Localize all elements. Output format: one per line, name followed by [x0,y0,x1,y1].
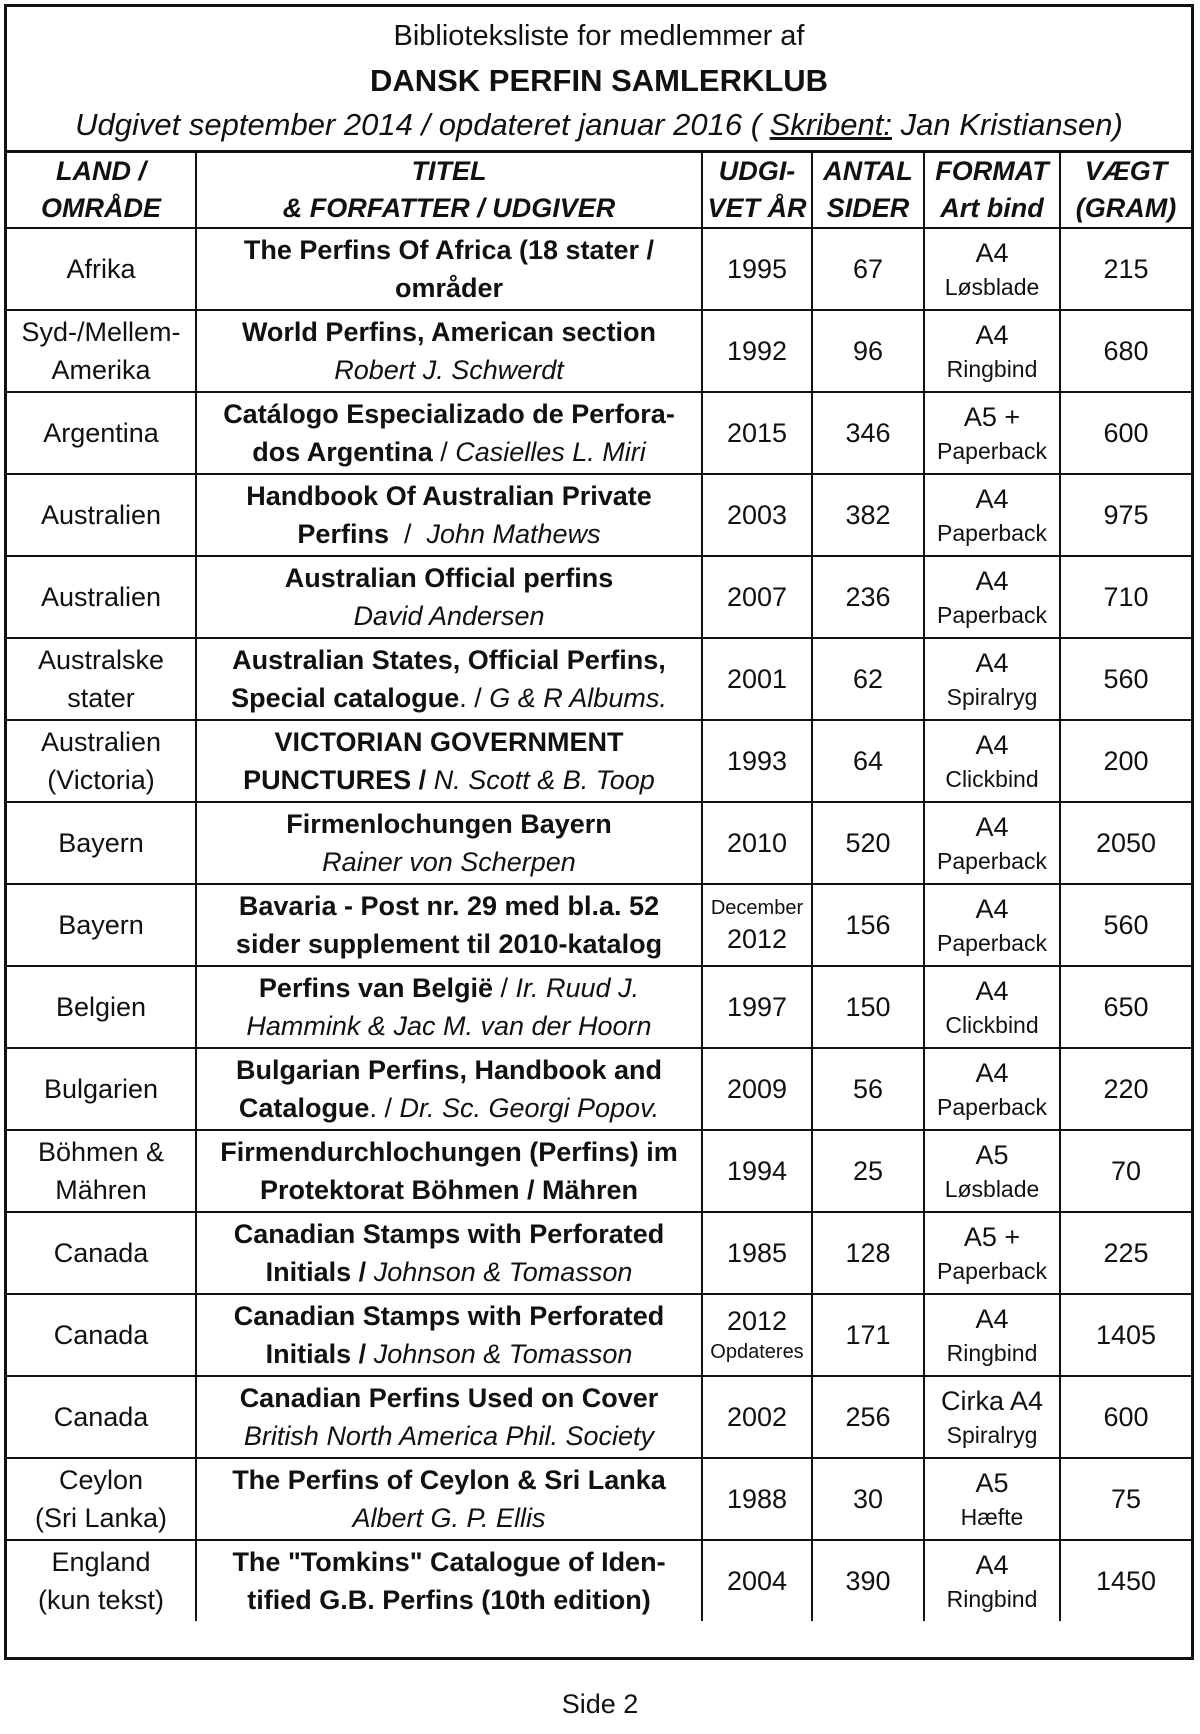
cell-land: Australien [7,474,196,556]
table-row [7,720,1191,802]
author-label: Skribent: [769,107,892,142]
cell-weight: 560 [1060,638,1191,720]
cell-year: 2002 [702,1376,812,1458]
table-row [7,228,1191,310]
cell-year: 1994 [702,1130,812,1212]
col-header-titel: TITEL & FORFATTER / UDGIVER [196,153,702,228]
document-header [7,7,1191,153]
cell-pages: 56 [812,1048,924,1130]
table-row [7,1130,1191,1212]
cell-title: World Perfins, American section Robert J. Schwerdt [196,310,702,392]
table-row [7,1048,1191,1130]
table-row [7,474,1191,556]
cell-year: 2007 [702,556,812,638]
cell-weight: 215 [1060,228,1191,310]
cell-format: Cirka A4 Spiralryg [924,1376,1060,1458]
cell-pages: 128 [812,1212,924,1294]
cell-title: The Perfins Of Africa (18 stater / områder [196,228,702,310]
cell-title: Firmenlochungen Bayern Rainer von Scherpen [196,802,702,884]
cell-land: Syd-/Mellem- Amerika [7,310,196,392]
cell-land: Australske stater [7,638,196,720]
cell-title: Handbook Of Australian Private Perfins / John Mathews [196,474,702,556]
club-name: DANSK PERFIN SAMLERKLUB [369,63,829,98]
cell-pages: 150 [812,966,924,1048]
cell-format: A4 Ringbind [924,1540,1060,1621]
cell-year: 2001 [702,638,812,720]
cell-land: Australien (Victoria) [7,720,196,802]
cell-weight: 600 [1060,392,1191,474]
cell-weight: 1450 [1060,1540,1191,1621]
page-number: Side 2 [561,1689,639,1719]
cell-format: A4 Spiralryg [924,638,1060,720]
cell-pages: 30 [812,1458,924,1540]
library-table [7,153,1191,1621]
cell-year: 1993 [702,720,812,802]
table-row [7,802,1191,884]
table-row [7,310,1191,392]
cell-weight: 220 [1060,1048,1191,1130]
cell-format: A4 Paperback [924,556,1060,638]
cell-format: A4 Paperback [924,1048,1060,1130]
cell-weight: 2050 [1060,802,1191,884]
cell-format: A4 Ringbind [924,310,1060,392]
cell-title: Bulgarian Perfins, Handbook and Catalogue. / Dr. Sc. Georgi Popov. [196,1048,702,1130]
cell-pages: 156 [812,884,924,966]
cell-format: A5 + Paperback [924,1212,1060,1294]
cell-weight: 560 [1060,884,1191,966]
cell-land: Böhmen & Mähren [7,1130,196,1212]
table-row [7,638,1191,720]
cell-title: The Perfins of Ceylon & Sri Lanka Albert G. P. Ellis [196,1458,702,1540]
cell-title: Perfins van België / Ir. Ruud J. Hammink & Jac M. van der Hoorn [196,966,702,1048]
table-row [7,1294,1191,1376]
cell-land: England (kun tekst) [7,1540,196,1621]
cell-weight: 975 [1060,474,1191,556]
table-row [7,392,1191,474]
cell-format: A5 Løsblade [924,1130,1060,1212]
cell-land: Argentina [7,392,196,474]
cell-year: 2012 Opdateres [702,1294,812,1376]
cell-land: Canada [7,1212,196,1294]
cell-weight: 650 [1060,966,1191,1048]
cell-title: Canadian Stamps with Perforated Initials / Johnson & Tomasson [196,1212,702,1294]
cell-year: 2015 [702,392,812,474]
cell-pages: 256 [812,1376,924,1458]
cell-land: Belgien [7,966,196,1048]
cell-format: A4 Ringbind [924,1294,1060,1376]
cell-title: Catálogo Especializado de Perfora- dos Argentina / Casielles L. Miri [196,392,702,474]
cell-title: Canadian Stamps with Perforated Initials / Johnson & Tomasson [196,1294,702,1376]
cell-weight: 710 [1060,556,1191,638]
col-header-udgivet: UDGI- VET ÅR [702,153,812,228]
cell-title: Australian States, Official Perfins, Special catalogue. / G & R Albums. [196,638,702,720]
cell-land: Bayern [7,884,196,966]
cell-year: 1992 [702,310,812,392]
cell-title: Bavaria - Post nr. 29 med bl.a. 52 sider supplement til 2010-katalog [196,884,702,966]
cell-pages: 67 [812,228,924,310]
cell-title: Firmendurchlochungen (Perfins) im Protektorat Böhmen / Mähren [196,1130,702,1212]
cell-pages: 96 [812,310,924,392]
cell-land: Ceylon (Sri Lanka) [7,1458,196,1540]
cell-format: A4 Paperback [924,802,1060,884]
publication-line [7,108,1191,142]
col-header-land: LAND / OMRÅDE [7,153,196,228]
cell-pages: 382 [812,474,924,556]
cell-pages: 171 [812,1294,924,1376]
cell-land: Bayern [7,802,196,884]
cell-format: A5 + Paperback [924,392,1060,474]
cell-format: A4 Paperback [924,474,1060,556]
cell-weight: 680 [1060,310,1191,392]
cell-pages: 62 [812,638,924,720]
cell-year: 1995 [702,228,812,310]
table-row [7,966,1191,1048]
table-row [7,1212,1191,1294]
cell-title: Canadian Perfins Used on Cover British North America Phil. Society [196,1376,702,1458]
cell-format: A4 Paperback [924,884,1060,966]
cell-land: Canada [7,1294,196,1376]
col-header-vaegt: VÆGT (GRAM) [1060,153,1191,228]
table-row [7,1458,1191,1540]
col-header-antal: ANTAL SIDER [812,153,924,228]
publication-text: Udgivet september 2014 / opdateret januar 2016 ( [75,107,770,142]
table-row [7,1376,1191,1458]
cell-land: Bulgarien [7,1048,196,1130]
library-list-sheet [4,4,1194,1660]
cell-format: A4 Clickbind [924,720,1060,802]
table-row [7,884,1191,966]
cell-pages: 346 [812,392,924,474]
cell-land: Australien [7,556,196,638]
cell-year: 2004 [702,1540,812,1621]
cell-year: December 2012 [702,884,812,966]
cell-year: 2010 [702,802,812,884]
author-name: Jan Kristiansen) [891,107,1123,142]
cell-land: Canada [7,1376,196,1458]
cell-land: Afrika [7,228,196,310]
table-header-row [7,153,1191,228]
cell-weight: 200 [1060,720,1191,802]
cell-weight: 1405 [1060,1294,1191,1376]
cell-pages: 64 [812,720,924,802]
table-row [7,1540,1191,1621]
cell-year: 2009 [702,1048,812,1130]
cell-pages: 390 [812,1540,924,1621]
table-row [7,556,1191,638]
cell-year: 1997 [702,966,812,1048]
cell-format: A4 Clickbind [924,966,1060,1048]
cell-year: 1985 [702,1212,812,1294]
cell-pages: 236 [812,556,924,638]
cell-year: 1988 [702,1458,812,1540]
cell-weight: 600 [1060,1376,1191,1458]
cell-pages: 25 [812,1130,924,1212]
cell-format: A5 Hæfte [924,1458,1060,1540]
cell-format: A4 Løsblade [924,228,1060,310]
cell-year: 2003 [702,474,812,556]
cell-pages: 520 [812,802,924,884]
cell-weight: 75 [1060,1458,1191,1540]
cell-title: The "Tomkins" Catalogue of Iden- tified G.B. Perfins (10th edition) [196,1540,702,1621]
cell-title: Australian Official perfins David Andersen [196,556,702,638]
header-line-1: Biblioteksliste for medlemmer af [393,20,805,52]
cell-weight: 70 [1060,1130,1191,1212]
cell-title: VICTORIAN GOVERNMENT PUNCTURES / N. Scott & B. Toop [196,720,702,802]
col-header-format: FORMAT Art bind [924,153,1060,228]
cell-weight: 225 [1060,1212,1191,1294]
